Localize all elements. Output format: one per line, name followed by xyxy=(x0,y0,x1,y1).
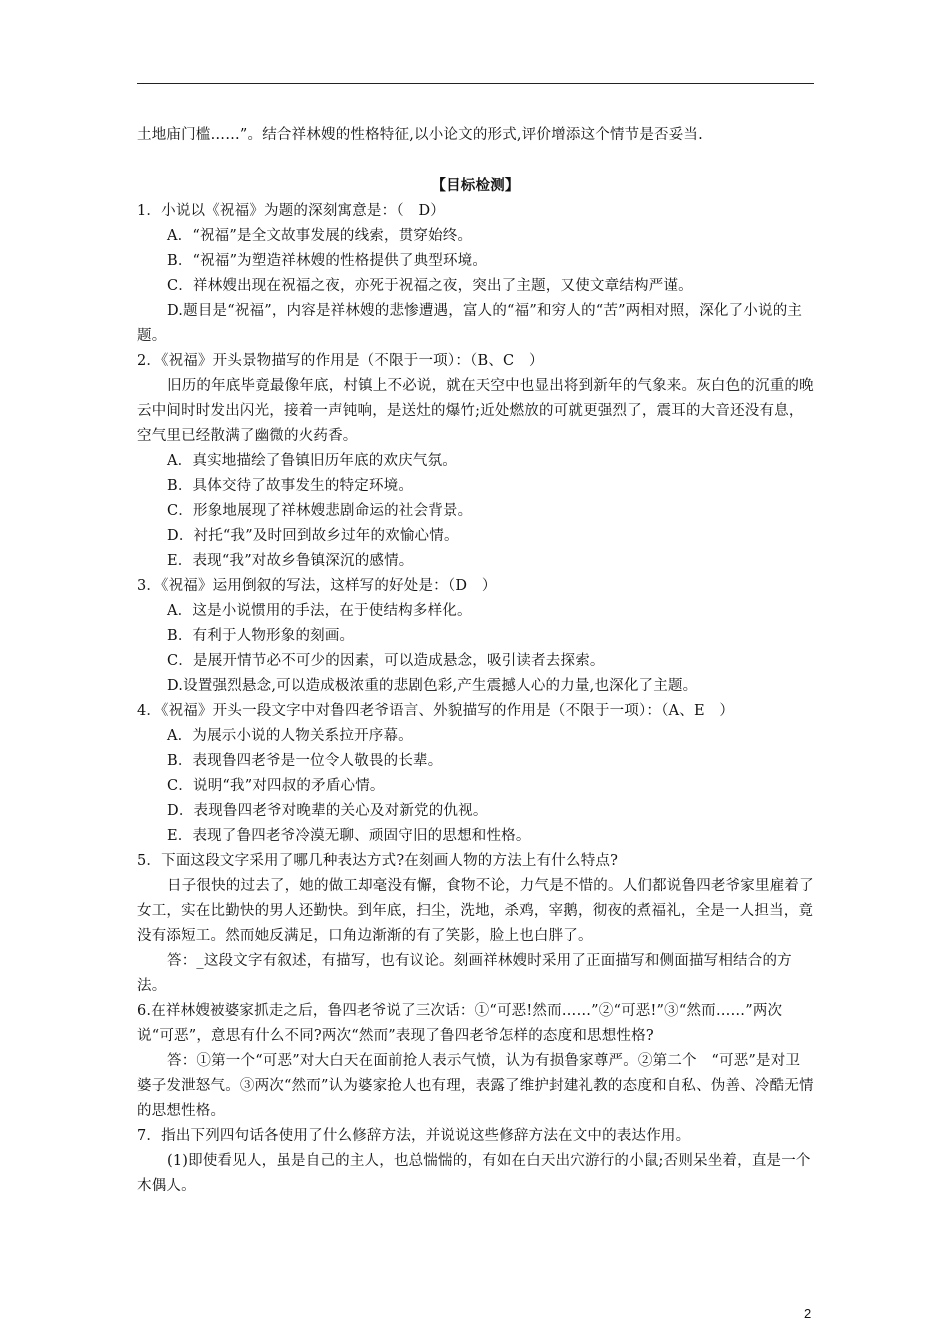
question-stem: 3．《祝福》运用倒叙的写法，这样写的好处是：（D ） xyxy=(137,578,497,594)
page-body xyxy=(137,123,814,1199)
option: E．表现了鲁四老爷冷漠无聊、顽固守旧的思想和性格。 xyxy=(167,828,531,844)
question-2 xyxy=(137,349,814,574)
question-7 xyxy=(137,1124,814,1199)
question-6 xyxy=(137,999,814,1124)
option: E．表现“我”对故乡鲁镇深沉的感情。 xyxy=(167,553,414,569)
question-stem: 7．指出下列四句话各使用了什么修辞方法，并说说这些修辞方法在文中的表达作用。 xyxy=(137,1128,691,1144)
question-stem: 1．小说以《祝福》为题的深刻寓意是：（ D） xyxy=(137,203,445,219)
option: B．有利于人物形象的刻画。 xyxy=(167,628,355,644)
question-stem: 2．《祝福》开头景物描写的作用是（不限于一项）：（B、C ） xyxy=(137,353,544,369)
question-5 xyxy=(137,849,814,999)
question-4 xyxy=(137,699,814,849)
option: A．“祝福”是全文故事发展的线索，贯穿始终。 xyxy=(167,228,473,244)
option: B．“祝福”为塑造祥林嫂的性格提供了典型环境。 xyxy=(167,253,488,269)
question-1 xyxy=(137,199,814,349)
page-number: 2 xyxy=(804,1306,812,1321)
option: B．具体交待了故事发生的特定环境。 xyxy=(167,478,414,494)
option: D.设置强烈悬念,可以造成极浓重的悲剧色彩,产生震撼人心的力量,也深化了主题。 xyxy=(167,678,698,694)
option: A．真实地描绘了鲁镇旧历年底的欢庆气氛。 xyxy=(167,453,457,469)
passage: 日子很快的过去了，她的做工却毫没有懈，食物不论，力气是不惜的。人们都说鲁四老爷家里雇着了女工，实在比勤快的男人还勤快。到年底，扫尘，洗地，杀鸡，宰鹅，彻夜的煮福礼，全是一人担当，竟没有添短工。然而她反满足，口角边渐渐的有了笑影，脸上也白胖了。 xyxy=(137,878,814,944)
option: C．是展开情节必不可少的因素，可以造成悬念，吸引读者去探索。 xyxy=(167,653,605,669)
option: A．为展示小说的人物关系拉开序幕。 xyxy=(167,728,413,744)
option: D.题目是“祝福”，内容是祥林嫂的悲惨遭遇，富人的“福”和穷人的“苦”两相对照，深化了小说的主题。 xyxy=(137,303,803,344)
option: B．表现鲁四老爷是一位令人敬畏的长辈。 xyxy=(167,753,443,769)
section-title: 【目标检测】 xyxy=(431,178,520,194)
question-stem: 5．下面这段文字采用了哪几种表达方式?在刻画人物的方法上有什么特点? xyxy=(137,853,619,869)
option: C．形象地展现了祥林嫂悲剧命运的社会背景。 xyxy=(167,503,473,519)
answer: 答：_这段文字有叙述，有描写，也有议论。刻画祥林嫂时采用了正面描写和侧面描写相结合的方法。 xyxy=(137,953,792,994)
answer: 答：①第一个“可恶”对大白天在面前抢人表示气愤，认为有损鲁家尊严。②第二个 “可恶”是对卫婆子发泄怒气。③两次“然而”认为婆家抢人也有理，表露了维护封建礼教的态度和自私、伪善、冷酷无情的思想性格。 xyxy=(137,1053,814,1119)
option: A．这是小说惯用的手法，在于使结构多样化。 xyxy=(167,603,472,619)
option: C．说明“我”对四叔的矛盾心情。 xyxy=(167,778,385,794)
header-rule xyxy=(137,83,814,84)
option: C．祥林嫂出现在祝福之夜，亦死于祝福之夜，突出了主题，又使文章结构严谨。 xyxy=(167,278,693,294)
question-3 xyxy=(137,574,814,699)
sub-item: (1)即使看见人，虽是自己的主人，也总惴惴的，有如在白天出穴游行的小鼠;否则呆坐着，直是一个木偶人。 xyxy=(137,1153,811,1194)
option: D．表现鲁四老爷对晚辈的关心及对新党的仇视。 xyxy=(167,803,488,819)
intro-text: 土地庙门槛……”。结合祥林嫂的性格特征,以小论文的形式,评价增添这个情节是否妥当. xyxy=(137,127,703,143)
question-stem: 6.在祥林嫂被婆家抓走之后，鲁四老爷说了三次话：①“可恶!然而……”②“可恶!”③“然而……”两次说“可恶”，意思有什么不同?两次“然而”表现了鲁四老爷怎样的态度和思想性格? xyxy=(137,1003,783,1044)
passage: 旧历的年底毕竟最像年底，村镇上不必说，就在天空中也显出将到新年的气象来。灰白色的沉重的晚云中间时时发出闪光，接着一声钝响，是送灶的爆竹;近处燃放的可就更强烈了，震耳的大音还没有息，空气里已经散满了幽微的火药香。 xyxy=(137,378,814,444)
question-stem: 4．《祝福》开头一段文字中对鲁四老爷语言、外貌描写的作用是（不限于一项）：（A、E ） xyxy=(137,703,735,719)
option: D．衬托“我”及时回到故乡过年的欢愉心情。 xyxy=(167,528,459,544)
